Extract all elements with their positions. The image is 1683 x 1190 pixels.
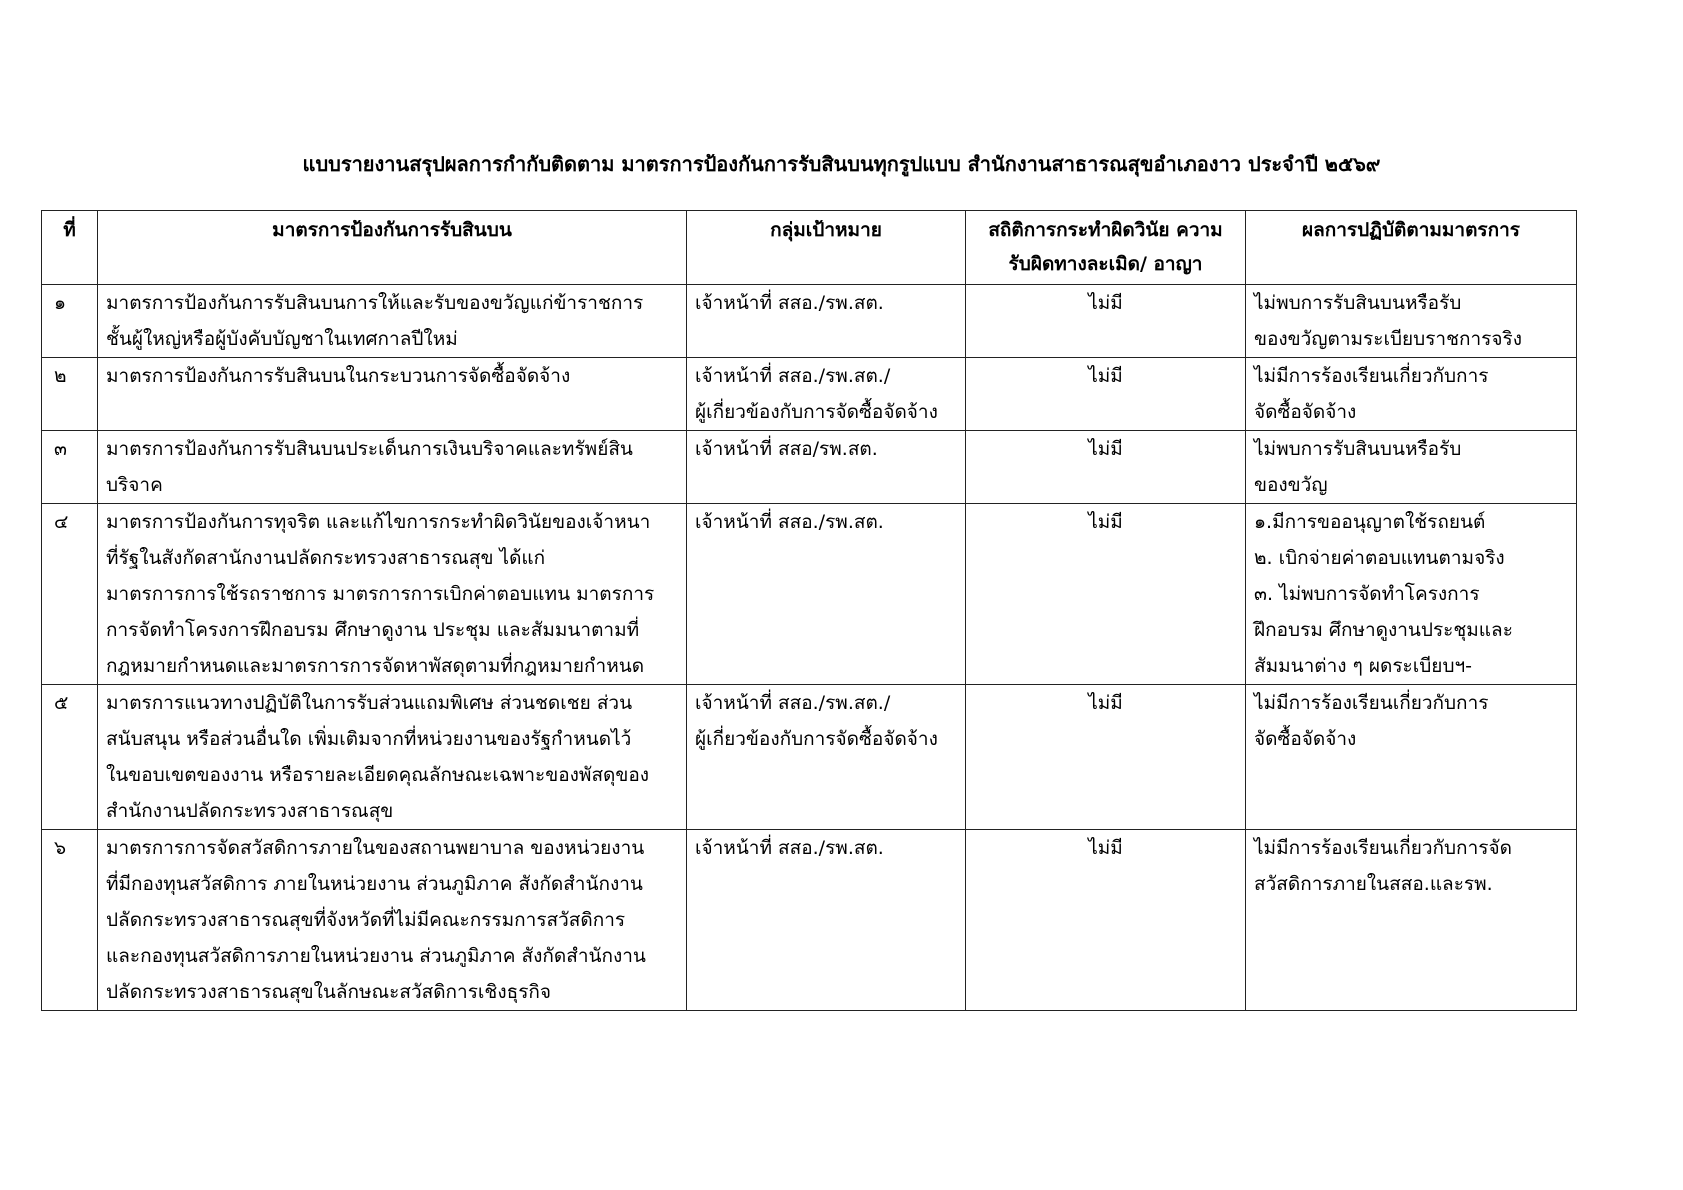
result-cell <box>1246 504 1577 685</box>
measure-cell <box>98 358 687 431</box>
target-cell-line: เจ้าหน้าที่ สสอ./รพ.สต./ <box>695 692 891 714</box>
measure-cell <box>98 504 687 685</box>
measure-cell <box>98 285 687 358</box>
result-cell-line: ไม่มีการร้องเรียนเกี่ยวกับการ <box>1254 365 1489 387</box>
target-cell <box>687 504 966 685</box>
measure-cell-line: มาตรการป้องกันการรับสินบนประเด็นการเงินบริจาคและทรัพย์สิน <box>106 438 633 460</box>
header-result: ผลการปฏิบัติตามมาตรการ <box>1246 211 1577 285</box>
measure-cell-line: ในขอบเขตของงาน หรือรายละเอียดคุณลักษณะเฉพาะของพัสดุของ <box>106 764 650 786</box>
result-cell-line: จัดซื้อจัดจ้าง <box>1254 401 1357 423</box>
table-row <box>42 504 1577 685</box>
row-number: ๔ <box>42 504 98 685</box>
measure-cell <box>98 685 687 830</box>
result-cell-line: ฝึกอบรม ศึกษาดูงานประชุมและ <box>1254 619 1513 641</box>
measure-cell <box>98 431 687 504</box>
target-cell-line: เจ้าหน้าที่ สสอ/รพ.สต. <box>695 438 878 460</box>
target-cell-line: เจ้าหน้าที่ สสอ./รพ.สต. <box>695 837 884 859</box>
target-cell-line: เจ้าหน้าที่ สสอ./รพ.สต. <box>695 292 884 314</box>
result-cell-line: ๓. ไม่พบการจัดทำโครงการ <box>1254 583 1480 605</box>
row-number: ๒ <box>42 358 98 431</box>
result-cell-line: ของขวัญตามระเบียบราชการจริง <box>1254 328 1522 350</box>
report-table <box>41 210 1577 1011</box>
result-cell-line: สวัสดิการภายในสสอ.และรพ. <box>1254 873 1493 895</box>
measure-cell-line: กฎหมายกำหนดและมาตรการการจัดหาพัสดุตามที่กฎหมายกำหนด <box>106 655 645 677</box>
measure-cell-line: สนับสนุน หรือส่วนอื่นใด เพิ่มเติมจากที่หน่วยงานของรัฐกำหนดไว้ <box>106 728 632 750</box>
statistics-cell: ไม่มี <box>966 285 1246 358</box>
statistics-cell: ไม่มี <box>966 685 1246 830</box>
statistics-cell: ไม่มี <box>966 358 1246 431</box>
row-number: ๑ <box>42 285 98 358</box>
table-row <box>42 685 1577 830</box>
result-cell-line: ๒. เบิกจ่ายค่าตอบแทนตามจริง <box>1254 547 1505 569</box>
target-cell <box>687 685 966 830</box>
statistics-cell: ไม่มี <box>966 431 1246 504</box>
header-statistics-line-1: สถิติการกระทำผิดวินัย ความ <box>988 219 1223 241</box>
row-number: ๕ <box>42 685 98 830</box>
header-target: กลุ่มเป้าหมาย <box>687 211 966 285</box>
result-cell <box>1246 358 1577 431</box>
measure-cell-line: และกองทุนสวัสดิการภายในหน่วยงาน ส่วนภูมิภาค สังกัดสำนักงาน <box>106 945 646 967</box>
measure-cell-line: มาตรการป้องกันการทุจริต และแก้ไขการกระทำผิดวินัยของเจ้าหนา <box>106 511 651 533</box>
target-cell <box>687 431 966 504</box>
target-cell-line: เจ้าหน้าที่ สสอ./รพ.สต. <box>695 511 884 533</box>
result-cell <box>1246 431 1577 504</box>
table-row <box>42 830 1577 1011</box>
measure-cell-line: ปลัดกระทรวงสาธารณสุขในลักษณะสวัสดิการเชิงธุรกิจ <box>106 981 552 1003</box>
measure-cell-line: มาตรการการจัดสวัสดิการภายในของสถานพยาบาล ของหน่วยงาน <box>106 837 645 859</box>
target-cell-line: ผู้เกี่ยวข้องกับการจัดซื้อจัดจ้าง <box>695 728 938 750</box>
measure-cell <box>98 830 687 1011</box>
table-row <box>42 358 1577 431</box>
target-cell <box>687 285 966 358</box>
target-cell <box>687 830 966 1011</box>
measure-cell-line: ปลัดกระทรวงสาธารณสุขที่จังหวัดที่ไม่มีคณะกรรมการสวัสดิการ <box>106 909 626 931</box>
measure-cell-line: ชั้นผู้ใหญ่หรือผู้บังคับบัญชาในเทศกาลปีใหม่ <box>106 328 458 350</box>
statistics-cell: ไม่มี <box>966 504 1246 685</box>
table-row <box>42 431 1577 504</box>
result-cell-line: ไม่พบการรับสินบนหรือรับ <box>1254 438 1462 460</box>
result-cell-line: ไม่พบการรับสินบนหรือรับ <box>1254 292 1462 314</box>
target-cell-line: เจ้าหน้าที่ สสอ./รพ.สต./ <box>695 365 891 387</box>
result-cell-line: จัดซื้อจัดจ้าง <box>1254 728 1357 750</box>
target-cell-line: ผู้เกี่ยวข้องกับการจัดซื้อจัดจ้าง <box>695 401 938 423</box>
header-no: ที่ <box>42 211 98 285</box>
result-cell-line: ๑.มีการขออนุญาตใช้รถยนต์ <box>1254 511 1486 533</box>
table-header-row <box>42 211 1577 285</box>
target-cell <box>687 358 966 431</box>
measure-cell-line: ที่รัฐในสังกัดสานักงานปลัดกระทรวงสาธารณสุข ได้แก่ <box>106 547 546 569</box>
table-row <box>42 285 1577 358</box>
measure-cell-line: มาตรการการใช้รถราชการ มาตรการการเบิกค่าตอบแทน มาตรการ <box>106 583 655 605</box>
measure-cell-line: บริจาค <box>106 474 163 496</box>
header-statistics-line-2: รับผิดทางละเมิด/ อาญา <box>1008 253 1203 275</box>
measure-cell-line: ที่มีกองทุนสวัสดิการ ภายในหน่วยงาน ส่วนภูมิภาค สังกัดสำนักงาน <box>106 873 643 895</box>
measure-cell-line: มาตรการป้องกันการรับสินบนในกระบวนการจัดซื้อจัดจ้าง <box>106 365 571 387</box>
header-measure: มาตรการป้องกันการรับสินบน <box>98 211 687 285</box>
document-title: แบบรายงานสรุปผลการกำกับติดตาม มาตรการป้องกันการรับสินบนทุกรูปแบบ สำนักงานสาธารณสุขอำเภองาว ประจำปี ๒๕๖๙ <box>302 152 1381 176</box>
result-cell-line: ไม่มีการร้องเรียนเกี่ยวกับการ <box>1254 692 1489 714</box>
row-number: ๖ <box>42 830 98 1011</box>
result-cell-line: สัมมนาต่าง ๆ ผดระเบียบฯ- <box>1254 655 1473 677</box>
result-cell <box>1246 830 1577 1011</box>
result-cell-line: ของขวัญ <box>1254 474 1328 496</box>
result-cell-line: ไม่มีการร้องเรียนเกี่ยวกับการจัด <box>1254 837 1512 859</box>
row-number: ๓ <box>42 431 98 504</box>
statistics-cell: ไม่มี <box>966 830 1246 1011</box>
measure-cell-line: มาตรการแนวทางปฏิบัติในการรับส่วนแถมพิเศษ ส่วนชดเชย ส่วน <box>106 692 633 714</box>
measure-cell-line: สำนักงานปลัดกระทรวงสาธารณสุข <box>106 800 394 822</box>
measure-cell-line: มาตรการป้องกันการรับสินบนการให้และรับของขวัญแก่ข้าราชการ <box>106 292 644 314</box>
result-cell <box>1246 685 1577 830</box>
measure-cell-line: การจัดทำโครงการฝึกอบรม ศึกษาดูงาน ประชุม และสัมมนาตามที่ <box>106 619 640 641</box>
result-cell <box>1246 285 1577 358</box>
header-statistics <box>966 211 1246 285</box>
